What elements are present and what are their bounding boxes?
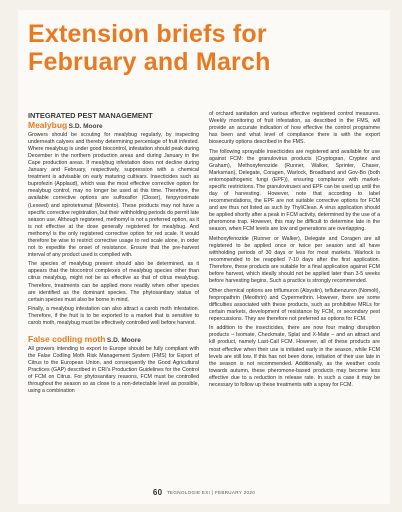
publication-info: TEGNOLOGIE EXI | FEBRUARY 2020 xyxy=(166,490,256,495)
fcm-title: False codling moth xyxy=(28,333,106,344)
mealybug-paragraph: Finally, a mealybug infestation can also attract a carob moth infestation. Therefore, if the fruit is to be exported to a market that is sensitive to carob moth, mealybug must be effectively controlled well before harvest. xyxy=(28,306,199,327)
section-heading: INTEGRATED PEST MANAGEMENT xyxy=(28,111,153,120)
fcm-heading xyxy=(28,334,199,345)
left-column xyxy=(28,111,199,481)
body-paragraph: Other chemical options are triflumuron (Alsystin), teflubenzuron (Nomolt), fenpropathrin (Meothrin) and Cypermethrin. However, there are some difficulties associated with these products, such as prohibitive MRLs for certain markets, development of resistance by FCM, or secondary pest repercussions. They are therefore not preferred as options for FCM. xyxy=(209,287,380,322)
mealybug-paragraph: Growers should be scouting for mealybug regularly, by inspecting underneath calyxes and thereby determining percentage of fruit infested. Where mealybug is under good biocontrol, infestation should peak during December in the northern production areas and during January in the Cape production areas. If mealybug infestation does not decline during January and February, respectively, suppression with a chemical treatment is advisable on early maturing cultivars. Insecticides such as buprofezin (Applaud), which was the most effective corrective option for mealybug control, may no longer be used at this time. Therefore, the available corrective options are sulfoxaflor (Closer), fenpyroximate (Lexeed) and spirotetramat (Movento). These products may not have a specific corrective registration, but their withholding periods do permit late season use. Although registered, methomyl is not a preferred option, as it is not effective at the dose generally registered for mealybug. And methomyl is the only registered corrective option for red scale. It would therefore be wise to restrict corrective usage to red scale alone, in order not to expedite the onset of resistance. Ensure that the pre-harvest interval of any product used is complied with. xyxy=(28,132,199,258)
page-footer xyxy=(18,488,390,497)
body-paragraph: Methoxyfenozide (Runner or Walker), Delegate and Coragen are all registered to be applied once or twice per season and all have withholding periods of 30 days or less for most markets. Warlock is recommended to be reapplied 7-10 days after the first application. Therefore, these products are suitable for a final application against FCM before harvest, which ideally should not be applied later than 3-5 weeks before harvesting begins. Such a practice is strongly recommended. xyxy=(209,235,380,285)
mealybug-paragraph: The species of mealybug present should also be determined, as it appears that the biocontrol complexes of mealybug species other than citrus mealybug, might not be as effective as that of citrus mealybug. Therefore, treatments can be applied more readily when other species are identified as the dominant species. The phytosanitary status of certain species must also be borne in mind. xyxy=(28,261,199,303)
mealybug-heading xyxy=(28,120,199,131)
fcm-paragraph: All growers intending to export to Europe should be fully compliant with the False Codling Moth Risk Management System (FMS) for Export of Citrus to the European Union, and consequently the Good Agricultural Practices (GAP) described in CRI's Production Guidelines for the Control of FCM on Citrus. For phytosanitary reasons, FCM must be controlled throughout the season so as close to a non-detectable level as possible, using a combination xyxy=(28,345,199,395)
title-line-1: Extension briefs for xyxy=(28,20,267,48)
body-paragraph: of orchard sanitation and various effective registered control measures. Weekly monitoring of fruit infestation, as described in the FMS, will provide an accurate indication of how effective the control programme has been and what level of compliance there is with the export biosecurity options described in the FMS. xyxy=(209,111,380,146)
mealybug-author: S.D. Moore xyxy=(68,123,103,130)
mealybug-title: Mealybug xyxy=(28,120,68,130)
right-column xyxy=(209,111,380,481)
title-line-2: February and March xyxy=(28,48,271,76)
body-paragraph: The following sprayable insecticides are registered and available for use against FCM: the granulovirus products (Cryptogran, Cryptex and Graham), Methoxyfenozide (Runner, Walker, Sprinter, Chaser, Marksman), Delegate, Coragen, Warlock, Broadband and Gov-Bo (both entomopathogenic fungi (EPF)), ensuring compliance with market-specific restrictions. The granuloviruses and EPF can be used up until the day of harvesting. However, note that according to label recommendations, the EPF are not suitable corrective options for FCM and are thus not listed as such by ThyliClean. A virus application should be applied shortly after a peak in FCM activity, determined by the use of a pheromone trap. However, this may be difficult to determine late in the season, when FCM levels are low and generations are overlapping. xyxy=(209,148,380,233)
fcm-author: S.D. Moore xyxy=(106,336,141,344)
page-number: 60 xyxy=(152,488,163,497)
magazine-page xyxy=(18,10,390,504)
body-paragraph: In addition to the insecticides, there are now four mating disruption products – Isomate, Checkmate, Splat and X-Mate – and an attract and kill product, namely Last-Call FCM. However, all of these products are most effective when their use is initiated early in the season, while FCM levels are still low. If this has not been done, initiation of their use late in the season is not recommended. Additionally, as the weather cools towards autumn, these pheromone-based products may become less effective due to a reduction in release rate. In such a case it may be necessary to follow up these treatments with a spray for FCM. xyxy=(209,325,380,388)
page-title xyxy=(28,20,378,76)
